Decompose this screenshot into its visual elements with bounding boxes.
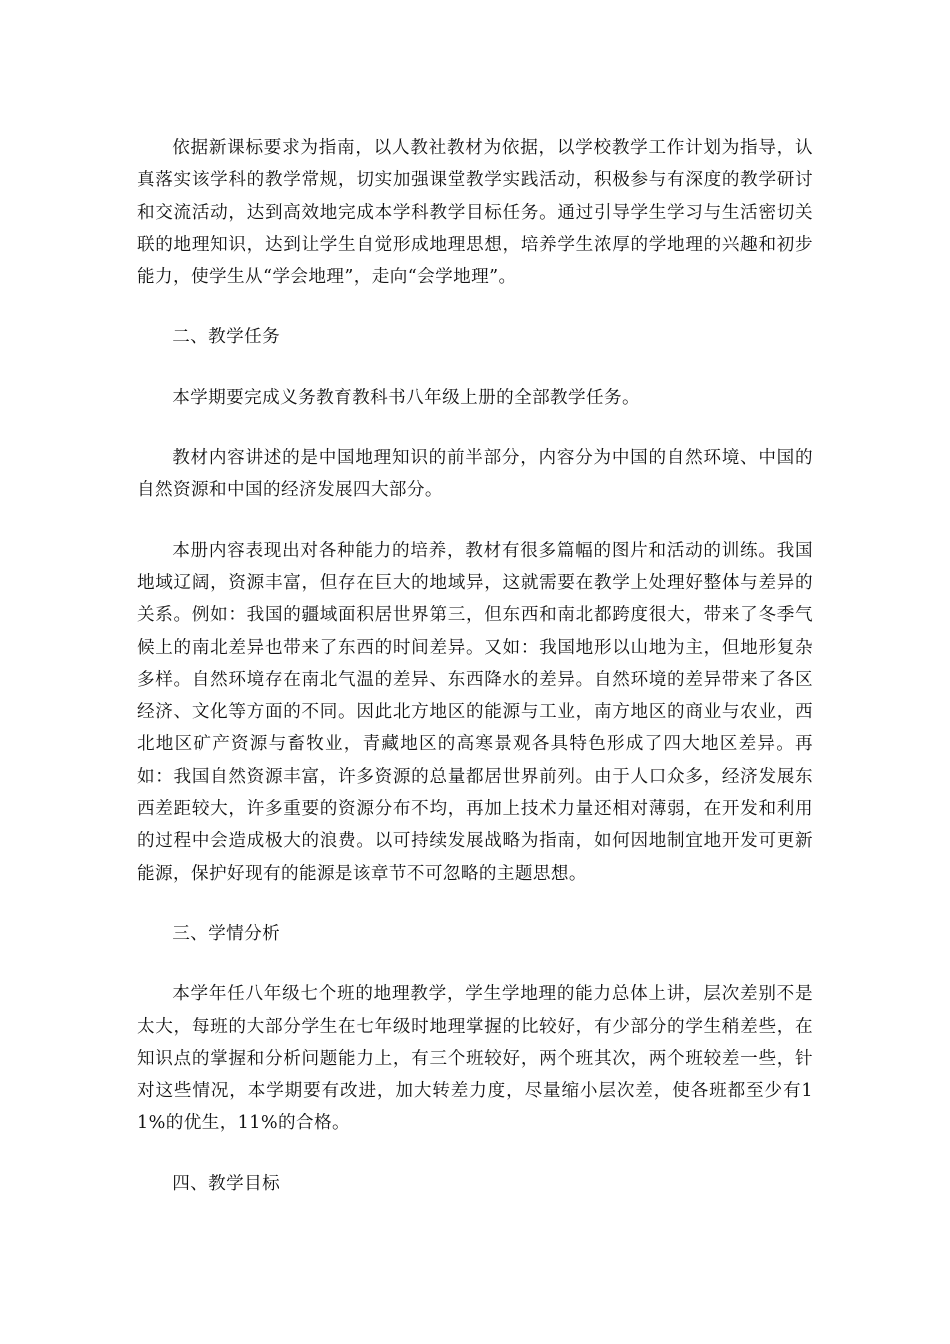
paragraph-content-description: 教材内容讲述的是中国地理知识的前半部分，内容分为中国的自然环境、中国的自然资源和中国的经济发展四大部分。: [137, 448, 813, 501]
heading-student-analysis: 三、学情分析: [172, 923, 281, 944]
paragraph-intro: 依据新课标要求为指南，以人教社教材为依据，以学校教学工作计划为指导，认真落实该学科的教学常规，切实加强课堂教学实践活动，积极参与有深度的教学研讨和交流活动，达到高效地完成本学科教学目标任务。通过引导学生学习与生活密切关联的地理知识，达到让学生自觉形成地理思想，培养学生浓厚的学地理的兴趣和初步能力，使学生从“学会地理”，走向“会学地理”。: [137, 138, 813, 288]
paragraph-task: 本学期要完成义务教育教科书八年级上册的全部教学任务。: [172, 387, 641, 408]
heading-teaching-goals: 四、教学目标: [172, 1173, 281, 1194]
document-body: [137, 132, 813, 1200]
paragraph-student-analysis: 本学年任八年级七个班的地理教学，学生学地理的能力总体上讲，层次差别不是太大，每班的大部分学生在七年级时地理掌握的比较好，有少部分的学生稍差些，在知识点的掌握和分析问题能力上，有三个班较好，两个班其次，两个班较差一些，针对这些情况，本学期要有改进，加大转差力度，尽量缩小层次差，使各班都至少有11%的优生，11%的合格。: [137, 984, 813, 1134]
paragraph-ability-training: 本册内容表现出对各种能力的培养，教材有很多篇幅的图片和活动的训练。我国地域辽阔，资源丰富，但存在巨大的地域异，这就需要在教学上处理好整体与差异的关系。例如：我国的疆域面积居世界第三，但东西和南北都跨度很大，带来了冬季气候上的南北差异也带来了东西的时间差异。又如：我国地形以山地为主，但地形复杂多样。自然环境存在南北气温的差异、东西降水的差异。自然环境的差异带来了各区经济、文化等方面的不同。因此北方地区的能源与工业，南方地区的商业与农业，西北地区矿产资源与畜牧业，青藏地区的高寒景观各具特色形成了四大地区差异。再如：我国自然资源丰富，许多资源的总量都居世界前列。由于人口众多，经济发展东西差距较大，许多重要的资源分布不均，再加上技术力量还相对薄弱，在开发和利用的过程中会造成极大的浪费。以可持续发展战略为指南，如何因地制宜地开发可更新能源，保护好现有的能源是该章节不可忽略的主题思想。: [137, 540, 813, 884]
heading-teaching-tasks: 二、教学任务: [172, 327, 281, 348]
